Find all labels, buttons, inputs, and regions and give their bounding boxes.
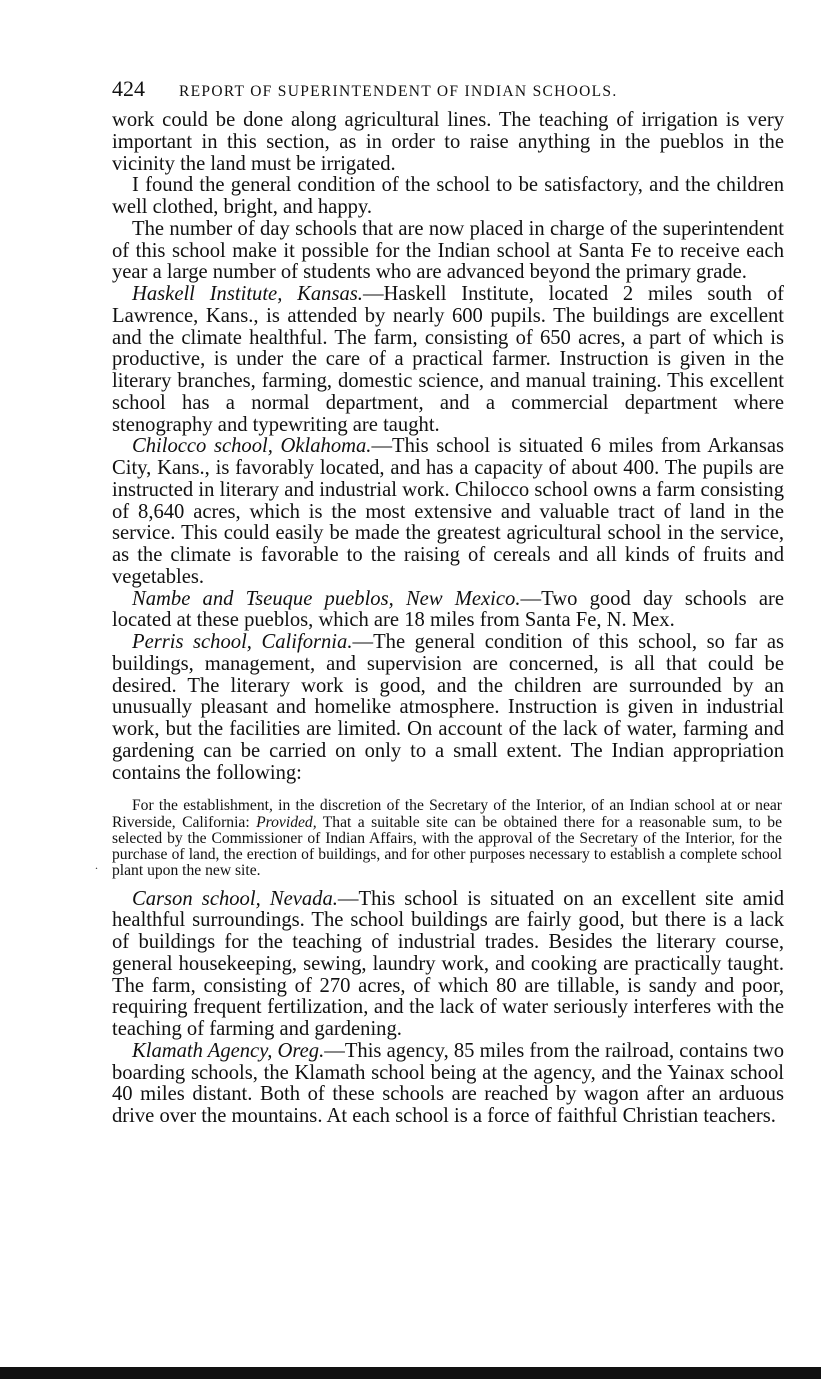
paragraph-chilocco: Chilocco school, Oklahoma.—This school is situated 6 miles from Arkansas City, Kans., is favorably located, and has a capacity of about 400. The pupils are instructed in literary and industrial work. Chilocco school owns a farm consisting of 8,640 acres, which is the most extensive and valuable tract of land in the service. This could easily be made the greatest agricultural school in the service, as the climate is favorable to the raising of cereals and all kinds of fruits and vegetables. <box>112 435 784 588</box>
appropriation-quote: For the establishment, in the discretion of the Secretary of the Interior, of an Indian school at or near Riverside, California: Provided, That a suitable site can be obtained there for a reasonable sum, to be selected by the Commissioner of Indian Affairs, with the approval of the Secretary of the Interior, for the purchase of land, the erection of buildings, and for other purposes necessary to establish a complete school plant upon the new site. <box>112 797 783 880</box>
document-page <box>112 76 784 1128</box>
paragraph-perris: Perris school, California.—The general condition of this school, so far as buildings, management, and supervision are concerned, is all that could be desired. The literary work is good, and the children are surrounded by an unusually pleasant and homelike atmosphere. Instruction is given in industrial work, but the facilities are limited. On account of the lack of water, farming and gardening can be carried on only to a small extent. The Indian appropriation contains the following: <box>112 631 784 784</box>
paragraph-haskell: Haskell Institute, Kansas.—Haskell Institute, located 2 miles south of Lawrence, Kans., is attended by nearly 600 pupils. The buildings are excellent and the climate healthful. The farm, consisting of 650 acres, a part of which is productive, is under the care of a practical farmer. Instruction is given in the literary branches, farming, domestic science, and manual training. This excellent school has a normal department, and a commercial department where stenography and typewriting are taught. <box>112 283 785 436</box>
nambe-heading: Nambe and Tseuque pueblos, New Mexico. <box>132 587 521 610</box>
perris-heading: Perris school, California. <box>132 631 353 653</box>
paragraph-carson: Carson school, Nevada.—This school is situated on an excellent site amid healthful surroundings. The school buildings are fairly good, but there is a lack of buildings for the teaching of industrial trades. Besides the literary course, general housekeeping, sewing, laundry work, and cooking are practically taught. The farm, consisting of 270 acres, of which 80 are tillable, is sandy and poor, requiring frequent fertilization, and the lack of water seriously interferes with the teaching of farming and gardening. <box>112 887 784 1041</box>
stray-ink-mark: . <box>95 858 98 872</box>
paragraph-day-schools: The number of day schools that are now placed in charge of the superintendent of this school make it possible for the Indian school at Santa Fe to receive each year a large number of students who are advanced beyond the primary grade. <box>112 217 784 284</box>
paragraph-general-condition: I found the general condition of the school to be satisfactory, and the children well clothed, bright, and happy. <box>112 174 784 218</box>
paragraph-klamath: Klamath Agency, Oreg.—This agency, 85 miles from the railroad, contains two boarding schools, the Klamath school being at the agency, and the Yainax school 40 miles distant. Both of these schools are reached by wagon after an arduous drive over the mountains. At each school is a force of faithful Christian teachers. <box>112 1039 784 1128</box>
scan-bottom-edge <box>0 1367 821 1379</box>
klamath-heading: Klamath Agency, Oreg. <box>132 1039 325 1062</box>
paragraph-irrigation: work could be done along agricultural lines. The teaching of irrigation is very important in this section, as in order to raise anything in the pueblos in the vicinity the land must be irrigated. <box>112 109 784 175</box>
paragraph-nambe: Nambe and Tseuque pueblos, New Mexico.—Two good day schools are located at these pueblos, which are 18 miles from Santa Fe, N. Mex. <box>112 587 784 632</box>
page-number: 424 <box>112 76 145 101</box>
haskell-heading: Haskell Institute, Kansas. <box>132 283 363 305</box>
page-header <box>112 76 784 110</box>
chilocco-heading: Chilocco school, Oklahoma. <box>132 435 372 458</box>
carson-heading: Carson school, Nevada. <box>132 887 338 910</box>
running-title: REPORT OF SUPERINTENDENT OF INDIAN SCHOOLS. <box>179 83 618 100</box>
